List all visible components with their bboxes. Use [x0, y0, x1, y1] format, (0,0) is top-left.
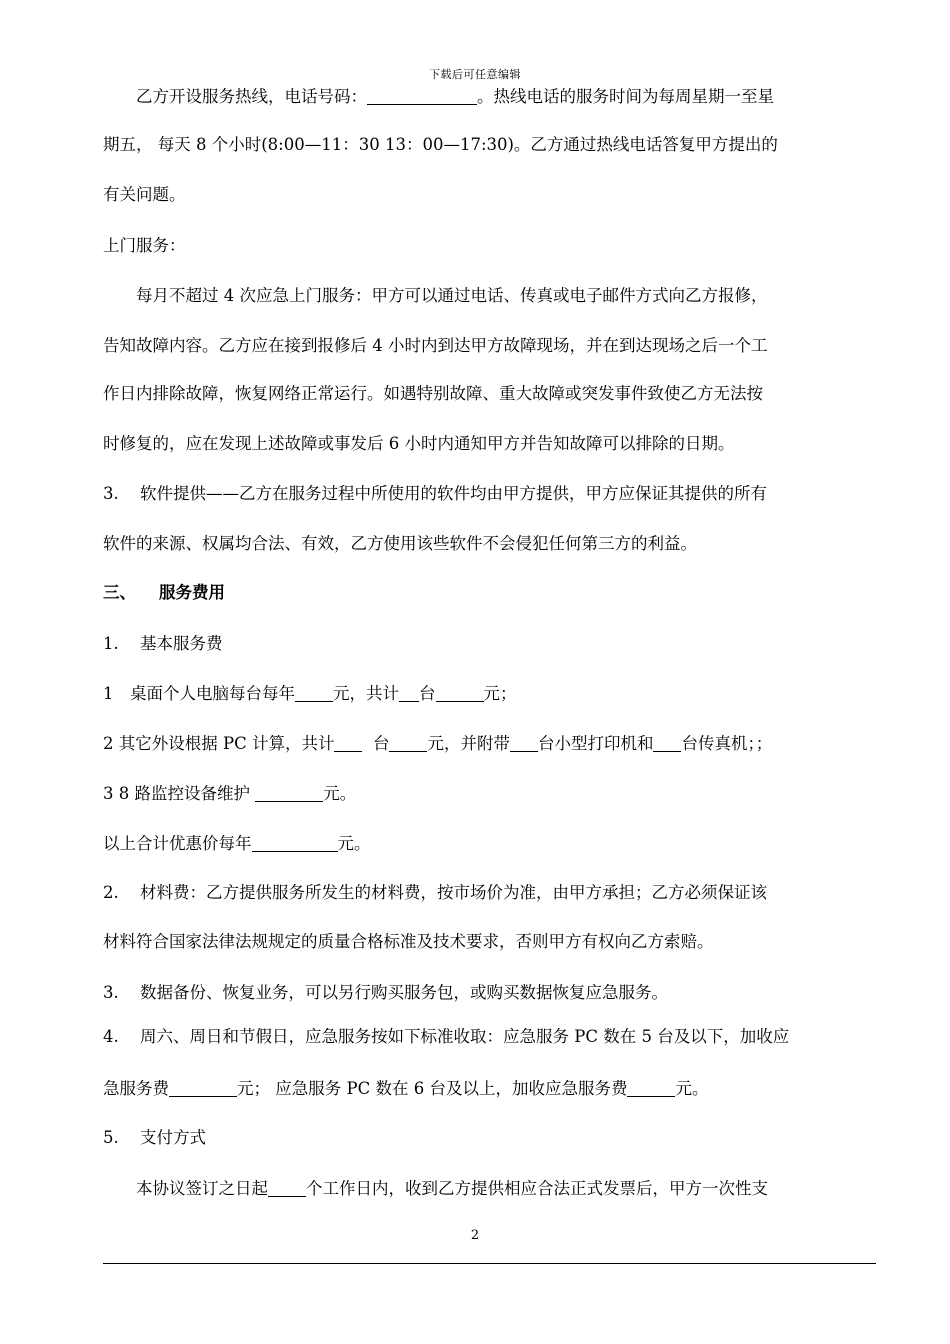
holiday-text: 元。: [675, 1079, 709, 1098]
blank: [510, 733, 538, 752]
payment-num: 5.: [103, 1128, 119, 1147]
holiday-num: 4.: [103, 1027, 119, 1046]
holiday-text: 周六、周日和节假日，应急服务按如下标准收取：应急服务 PC 数在 5 台及以下，加收应: [140, 1027, 790, 1046]
hotline-line-2: 期五， 每天 8 个小时(8:00—11：30 13：00—17:30)。乙方通过热线电话答复甲方提出的: [103, 135, 778, 154]
blank: [252, 833, 338, 852]
item-2-text: 2 其它外设根据 PC 计算，共计: [103, 734, 335, 753]
blank: [399, 683, 419, 702]
item-1-text: 桌面个人电脑每台每年: [130, 684, 295, 703]
basic-fee-total: [103, 833, 371, 854]
payment-text: 个工作日内，收到乙方提供相应合法正式发票后，甲方一次性支: [306, 1179, 768, 1198]
hotline-text: 乙方开设服务热线，电话号码：: [136, 87, 367, 106]
blank: [295, 683, 333, 702]
material-text: 材料费：乙方提供服务所发生的材料费，按市场价为准，由甲方承担；乙方必须保证该: [140, 883, 767, 902]
hotline-line-1: [136, 86, 774, 107]
onsite-heading: 上门服务：: [103, 236, 186, 255]
backup-num: 3.: [103, 983, 119, 1002]
blank: [436, 683, 484, 702]
blank: [389, 733, 427, 752]
material-num: 2.: [103, 883, 119, 902]
payment-text: 本协议签订之日起: [136, 1179, 268, 1198]
blank: [653, 733, 681, 752]
software-text: 软件提供——乙方在服务过程中所使用的软件均由甲方提供，甲方应保证其提供的所有: [140, 484, 767, 503]
item-2-text: 台传真机；；: [681, 734, 773, 753]
software-line-2: 软件的来源、权属均合法、有效，乙方使用该些软件不会侵犯任何第三方的利益。: [103, 534, 697, 553]
onsite-line-2: 告知故障内容。乙方应在接到报修后 4 小时内到达甲方故障现场，并在到达现场之后一个工: [103, 336, 768, 355]
basic-fee-num: 1.: [103, 634, 119, 653]
software-line-1: [103, 484, 767, 504]
hotline-text-cont: 。热线电话的服务时间为每周星期一至星: [477, 87, 774, 106]
holiday-text: 元； 应急服务 PC 数在 6 台及以上，加收应急服务费: [237, 1079, 628, 1098]
item-2-text: 台小型打印机和: [537, 734, 654, 753]
blank: [334, 733, 362, 752]
item-2-text: 元，并附带: [427, 734, 510, 753]
software-num: 3.: [103, 484, 119, 503]
basic-fee-item-1: [103, 683, 517, 704]
blank: [268, 1178, 306, 1197]
holiday-line-2: [103, 1078, 708, 1099]
section-num: 三、: [103, 583, 136, 602]
payment-title: [103, 1128, 206, 1148]
item-1-text: 台: [419, 684, 436, 703]
header-note: 下载后可任意编辑: [429, 68, 521, 81]
onsite-line-1: 每月不超过 4 次应急上门服务：甲方可以通过电话、传真或电子邮件方式向乙方报修，: [136, 286, 768, 305]
material-line-2: 材料符合国家法律法规规定的质量合格标准及技术要求，否则甲方有权向乙方索赔。: [103, 932, 714, 951]
blank: [169, 1078, 237, 1097]
holiday-text: 急服务费: [103, 1079, 169, 1098]
payment-text: 支付方式: [140, 1128, 206, 1147]
material-line-1: [103, 883, 767, 903]
backup-line: [103, 983, 668, 1003]
item-1-text: 元，共计: [333, 684, 399, 703]
page-number: 2: [470, 1228, 480, 1243]
section-title: 服务费用: [159, 583, 225, 602]
backup-text: 数据备份、恢复业务，可以另行购买服务包，或购买数据恢复应急服务。: [140, 983, 668, 1002]
item-3-text: 3 8 路监控设备维护: [103, 784, 256, 803]
basic-fee-title: [103, 634, 223, 654]
hotline-line-3: 有关问题。: [103, 185, 186, 204]
item-3-text: 元。: [323, 784, 357, 803]
blank: [255, 783, 323, 802]
onsite-line-3: 作日内排除故障，恢复网络正常运行。如遇特别故障、重大故障或突发事件致使乙方无法按: [103, 384, 763, 403]
basic-fee-text: 基本服务费: [140, 634, 223, 653]
blank: [627, 1078, 675, 1097]
onsite-line-4: 时修复的，应在发现上述故障或事发后 6 小时内通知甲方并告知故障可以排除的日期。: [103, 434, 735, 453]
total-text: 元。: [337, 834, 371, 853]
section-heading: [103, 583, 225, 603]
footer-rule: [103, 1263, 876, 1264]
item-1-num: 1: [103, 684, 114, 703]
basic-fee-item-2: [103, 733, 772, 754]
basic-fee-item-3: [103, 783, 356, 804]
item-2-text: 台: [372, 734, 390, 753]
payment-line-1: [136, 1178, 768, 1199]
holiday-line-1: [103, 1027, 789, 1047]
phone-blank: [367, 86, 477, 105]
item-1-text: 元；: [483, 684, 517, 703]
total-text: 以上合计优惠价每年: [103, 834, 252, 853]
